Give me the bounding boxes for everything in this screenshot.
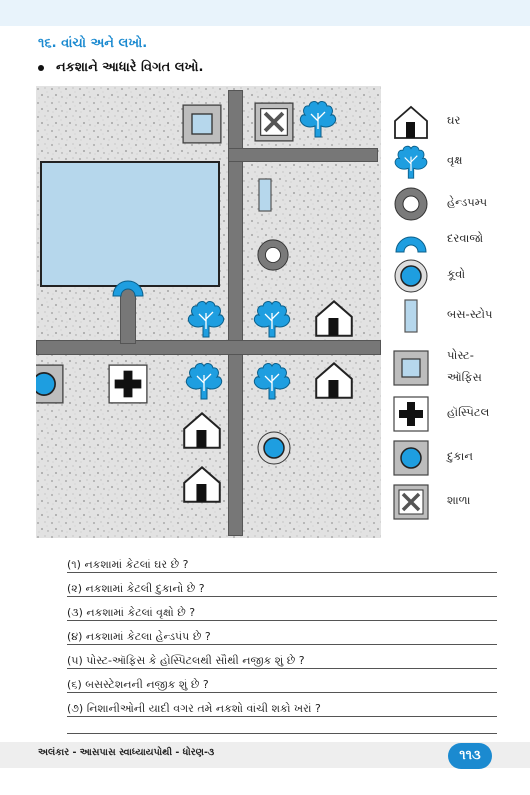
gate-icon xyxy=(110,266,146,302)
legend-tree xyxy=(393,144,530,180)
page-number: ૧૧૩ xyxy=(448,743,492,769)
question-text: (૪) નકશામાં કેટલા હેન્ડપંપ છે ? xyxy=(67,630,215,644)
legend-bus-stop xyxy=(393,298,530,334)
instruction-line xyxy=(38,60,203,75)
legend-well xyxy=(393,258,530,294)
answer-line[interactable] xyxy=(67,620,497,621)
legend-post-office xyxy=(393,350,530,396)
handpump-icon xyxy=(256,238,290,272)
house-icon xyxy=(182,464,222,504)
school-icon xyxy=(254,102,294,142)
legend-label: વૃક્ષ xyxy=(447,153,463,167)
hospital-icon xyxy=(108,364,148,404)
road-horizontal xyxy=(36,340,381,355)
question-row[interactable] xyxy=(67,558,497,576)
tree-icon xyxy=(252,298,292,340)
house-icon xyxy=(393,104,429,140)
footer-text: અલંકાર - આસપાસ સ્વાધ્યાયપોથી - ધોરણ-૩ xyxy=(38,747,215,758)
hospital-icon xyxy=(393,396,429,432)
question-row[interactable] xyxy=(67,702,497,720)
shop-icon xyxy=(393,440,429,476)
answer-line[interactable] xyxy=(67,596,497,597)
gate-icon xyxy=(393,222,429,258)
legend-label: દુકાન xyxy=(447,449,473,463)
question-text: (૬) બસસ્ટેશનની નજીક શું છે ? xyxy=(67,678,213,692)
house-icon xyxy=(314,298,354,338)
question-text: (૫) પોસ્ટ-ઑફિસ કે હોસ્પિટલથી સૌથી નજીક શું છે ? xyxy=(67,654,309,668)
question-row[interactable] xyxy=(67,678,497,696)
legend-label: કૂવો xyxy=(447,267,466,281)
legend-hospital xyxy=(393,396,530,432)
legend-label: પોસ્ટ-ઑફિસ xyxy=(447,348,482,384)
well-icon xyxy=(256,430,292,466)
tree-icon xyxy=(298,98,338,140)
tree-icon xyxy=(184,360,224,402)
question-row[interactable] xyxy=(67,630,497,648)
map xyxy=(36,86,381,538)
top-band xyxy=(0,0,530,26)
post-office-icon xyxy=(182,104,222,144)
answer-line[interactable] xyxy=(67,572,497,573)
question-text: (૨) નકશામાં કેટલી દુકાનો છે ? xyxy=(67,582,209,596)
legend-label: બસ-સ્ટોપ xyxy=(447,307,493,321)
legend-house xyxy=(393,104,530,140)
question-text: (૧) નકશામાં કેટલાં ઘર છે ? xyxy=(67,558,192,572)
legend-handpump xyxy=(393,186,530,222)
exercise-heading: ૧૬. વાંચો અને લખો. xyxy=(38,36,148,51)
instruction-text: નકશાને આધારે વિગત લખો. xyxy=(56,60,204,75)
legend-gate xyxy=(393,222,530,258)
handpump-icon xyxy=(393,186,429,222)
shop-icon xyxy=(36,364,64,404)
tree-icon xyxy=(393,144,429,180)
bus-stop-icon xyxy=(247,174,283,216)
legend-label: હૉસ્પિટલ xyxy=(447,405,490,419)
question-row[interactable] xyxy=(67,654,497,672)
legend-label: હેન્ડપમ્પ xyxy=(447,195,488,209)
answer-line[interactable] xyxy=(67,692,497,693)
legend-label: દરવાજો xyxy=(447,231,484,245)
answer-line[interactable] xyxy=(67,644,497,645)
question-text: (૩) નકશામાં કેટલાં વૃક્ષો છે ? xyxy=(67,606,199,620)
answer-line[interactable] xyxy=(67,733,497,734)
school-icon xyxy=(393,484,429,520)
tree-icon xyxy=(252,360,292,402)
legend-label: ઘર xyxy=(447,113,461,127)
well-icon xyxy=(393,258,429,294)
legend-school xyxy=(393,484,530,520)
question-row[interactable] xyxy=(67,606,497,624)
answer-line[interactable] xyxy=(67,716,497,717)
road-upper xyxy=(228,148,378,162)
post-office-icon xyxy=(393,350,429,386)
question-text: (૭) નિશાનીઓની યાદી વગર તમે નકશો વાંચી શકો ખરાં ? xyxy=(67,702,325,716)
tree-icon xyxy=(186,298,226,340)
legend-label: શાળા xyxy=(447,493,471,507)
house-icon xyxy=(314,360,354,400)
bullet-icon xyxy=(38,65,44,71)
bus-stop-icon xyxy=(393,298,429,334)
house-icon xyxy=(182,410,222,450)
question-row[interactable] xyxy=(67,582,497,600)
answer-line[interactable] xyxy=(67,668,497,669)
legend-shop xyxy=(393,440,530,476)
